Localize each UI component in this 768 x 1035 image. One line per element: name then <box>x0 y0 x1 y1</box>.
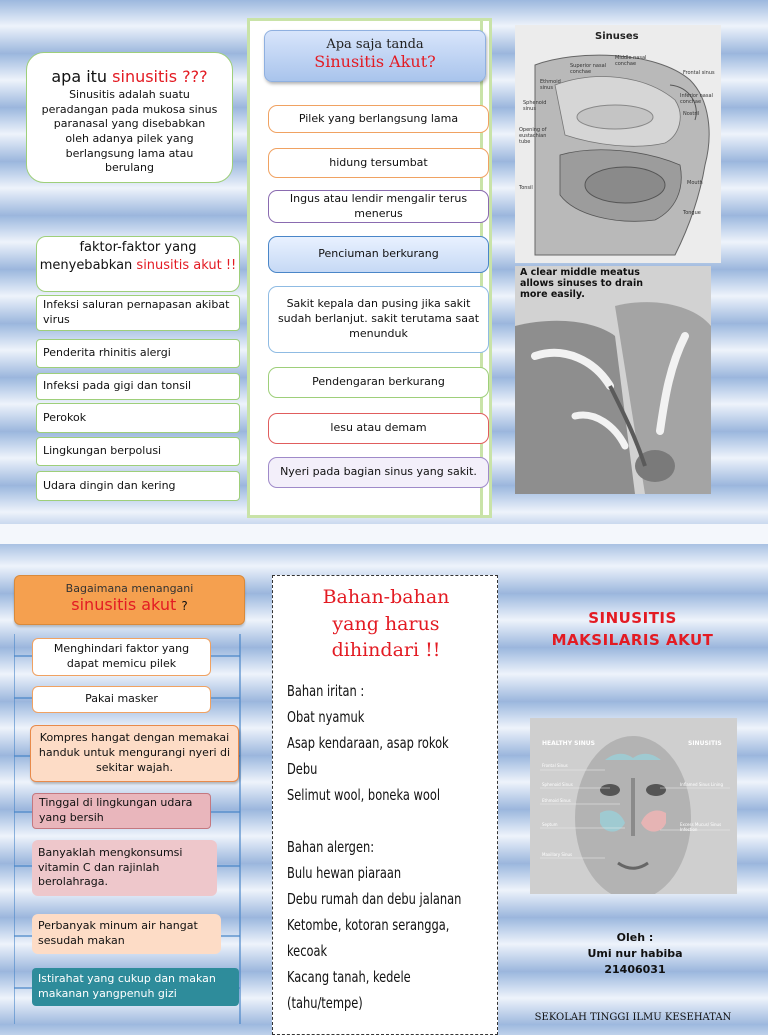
label-face-maxillary: Maxillary Sinus <box>542 852 573 857</box>
label-face-ethmoid: Ethmoid Sinus <box>542 798 571 803</box>
label-ethmoid-sinus: Ethmoid sinus <box>540 79 561 91</box>
treatment-header-highlight: sinusitis akut <box>71 595 177 614</box>
symptom-item-1: Pilek yang berlangsung lama <box>268 105 489 133</box>
sinus-anatomy-diagram <box>515 25 721 263</box>
treatment-step-7: Istirahat yang cukup dan makan makanan yangpenuh gizi <box>32 968 239 1006</box>
allergen-title: Bahan alergen: <box>287 837 375 856</box>
symptoms-header: Apa saja tanda Sinusitis Akut? <box>264 30 486 82</box>
factor-item-2: Penderita rhinitis alergi <box>36 339 240 368</box>
irritant-title: Bahan iritan : <box>287 681 365 700</box>
symptom-item-2: hidung tersumbat <box>268 148 489 178</box>
treatment-step-5: Banyaklah mengkonsumsi vitamin C dan rajinlah berolahraga. <box>32 840 217 896</box>
label-face-septum: Septum <box>542 822 558 827</box>
label-inferior-conchae: Inferior nasal conchae <box>680 93 713 105</box>
irritant-item: Asap kendaraan, asap rokok <box>287 733 449 752</box>
treatment-step-3: Kompres hangat dengan memakai handuk untuk mengurangi nyeri di sekitar wajah. <box>30 725 239 782</box>
symptom-item-7: lesu atau demam <box>268 413 489 444</box>
allergen-item: Debu rumah dan debu jalanan <box>287 890 462 908</box>
label-face-excess-mucus: Excess Mucus/ Sinus Infection <box>680 822 722 832</box>
what-is-sinusitis-card <box>26 52 233 183</box>
symptom-item-3: Ingus atau lendir mengalir terus menerus <box>268 190 489 223</box>
irritant-item: Debu <box>287 759 318 778</box>
meatus-drawing <box>515 266 711 494</box>
label-nostril: Nostril <box>683 111 700 117</box>
irritant-item: Obat nyamuk <box>287 707 365 726</box>
what-is-title: apa itu sinusitis ??? <box>51 67 208 86</box>
factors-header-highlight: sinusitis akut !! <box>136 258 237 274</box>
institution-name: SEKOLAH TINGGI ILMU KESEHATAN <box>534 1012 732 1023</box>
factor-item-3: Infeksi pada gigi dan tonsil <box>36 373 240 400</box>
label-middle-conchae: Middle nasal conchae <box>615 55 647 67</box>
by-label: Oleh : <box>616 931 654 944</box>
sinusitis-header: SINUSITIS <box>688 740 722 747</box>
panel-separator <box>0 524 768 544</box>
allergen-item: Kacang tanah, kedele <box>287 968 411 987</box>
label-face-inflamed: Inflamed Sinus Lining <box>680 782 723 787</box>
label-tonsil: Tonsil <box>519 185 533 191</box>
symptom-item-4: Penciuman berkurang <box>268 236 489 273</box>
factors-header: faktor-faktor yang menyebabkan sinusitis akut !! <box>36 236 240 292</box>
what-is-title-highlight: sinusitis ??? <box>112 67 208 86</box>
author-name: Umi nur habiba <box>587 946 683 960</box>
middle-meatus-illustration <box>515 266 711 494</box>
sinus-diagram-title: Sinuses <box>595 31 639 42</box>
label-sphenoid-sinus: Sphenoid sinus <box>523 100 547 112</box>
healthy-vs-sinusitis-face <box>530 718 737 894</box>
factor-item-5: Lingkungan berpolusi <box>36 437 240 466</box>
label-frontal-sinus: Frontal sinus <box>683 70 715 76</box>
label-tongue: Tongue <box>683 210 701 216</box>
allergen-item: Ketombe, kotoran serangga, kecoak <box>287 916 450 961</box>
allergen-item: (tahu/tempe) <box>287 994 363 1013</box>
symptom-item-6: Pendengaran berkurang <box>268 367 489 398</box>
treatment-step-1: Menghindari faktor yang dapat memicu pilek <box>32 638 211 676</box>
irritant-item: Selimut wool, boneka wool <box>287 785 441 804</box>
symptom-item-5: Sakit kepala dan pusing jika sakit sudah berlanjut. sakit terutama saat menunduk <box>268 286 489 353</box>
brochure-title: SINUSITIS MAKSILARIS AKUT <box>551 609 714 649</box>
student-id: 21406031 <box>604 962 666 976</box>
what-is-body: Sinusitis adalah suatu peradangan pada mukosa sinus paranasal yang disebabkan oleh adanya pilek yang berlangsung lama atau berulang <box>41 88 218 175</box>
avoid-panel <box>272 575 498 1035</box>
label-superior-conchae: Superior nasal conchae <box>570 63 607 75</box>
treatment-step-4: Tinggal di lingkungan udara yang bersih <box>32 793 211 829</box>
avoid-title: Bahan-bahan yang harus dihindari !! <box>322 586 450 662</box>
label-face-sphenoid: Sphenoid Sinus <box>542 782 573 787</box>
symptom-item-8: Nyeri pada bagian sinus yang sakit. <box>268 457 489 488</box>
factor-item-1: Infeksi saluran pernapasan akibat virus <box>36 295 240 331</box>
treatment-header: Bagaimana menangani sinusitis akut ? <box>14 575 245 625</box>
treatment-step-2: Pakai masker <box>32 686 211 713</box>
treatment-step-6: Perbanyak minum air hangat sesudah makan <box>32 914 221 954</box>
author-block <box>560 930 710 978</box>
healthy-sinus-header: HEALTHY SINUS <box>542 740 595 747</box>
label-eustachian-tube: Opening of eustachian tube <box>519 127 547 145</box>
allergen-item: Bulu hewan piaraan <box>287 863 402 882</box>
symptoms-header-title: Sinusitis Akut? <box>314 52 436 71</box>
factor-item-6: Udara dingin dan kering <box>36 471 240 501</box>
factor-item-4: Perokok <box>36 403 240 433</box>
label-face-frontal: Frontal Sinus <box>542 763 568 768</box>
label-mouth: Mouth <box>687 180 703 186</box>
meatus-caption: A clear middle meatus allows sinuses to drain more easily. <box>520 267 643 300</box>
